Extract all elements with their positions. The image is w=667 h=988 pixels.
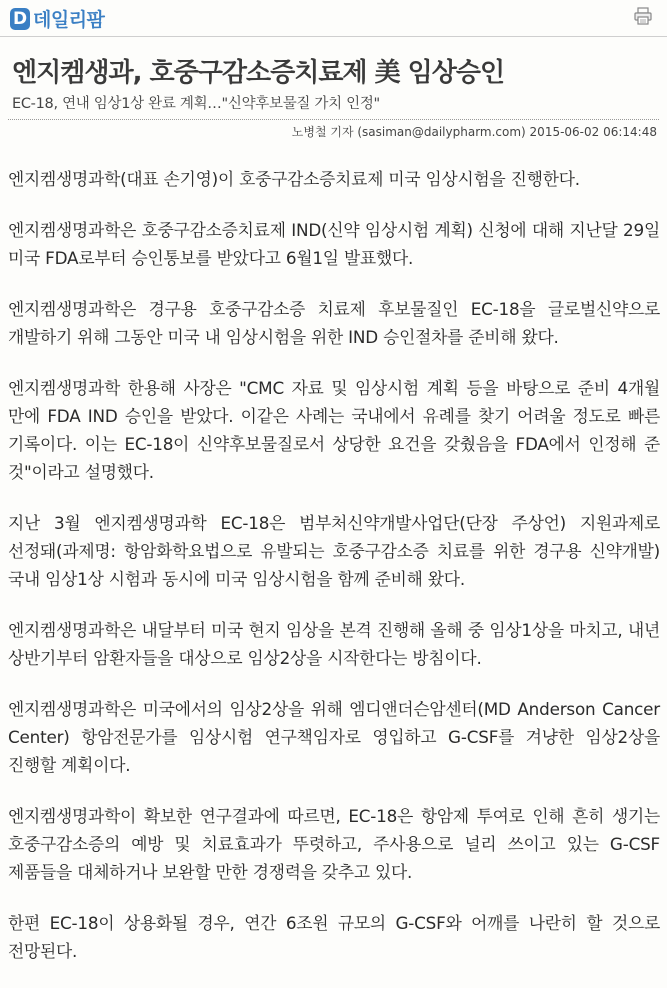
article-paragraph: 엔지켐생명과학은 경구용 호중구감소증 치료제 후보물질인 EC-18을 글로벌신약으로 개발하기 위해 그동안 미국 내 임상시험을 위한 IND 승인절차를 준비해 왔다. [8,299,660,347]
article-paragraph: 엔지켐생명과학 한용해 사장은 "CMC 자료 및 임상시험 계획 등을 바탕으로 준비 4개월 만에 FDA IND 승인을 받았다. 이같은 사례는 국내에서 유례를 찾기 어려울 정도로 빠른 기록이다. 이는 EC-18이 신약후보물질로서 상당한 요건을 갖췄음을 FDA에서 인정해 준 것"이라고 설명했다. [8,378,660,482]
article-paragraph: 엔지켐생명과학은 미국에서의 임상2상을 위해 엠디앤더슨암센터(MD Anderson Cancer Center) 항암전문가를 임상시험 연구책임자로 영입하고 G-CSF를 겨냥한 임상2상을 진행할 계획이다. [8,699,660,775]
printer-icon[interactable] [633,6,653,26]
logo-mark-icon: D [10,8,30,30]
logo-text: 데일리팜 [33,9,105,31]
article-byline: 노병철 기자 (sasiman@dailypharm.com) 2015-06-02 06:14:48 [291,125,657,139]
article-title: 엔지켐생과, 호중구감소증치료제 美 임상승인 [12,58,505,88]
byline-divider [8,119,659,120]
article-paragraph: 지난 3월 엔지켐생명과학 EC-18은 범부처신약개발사업단(단장 주상언) 지원과제로 선정돼(과제명: 항암화학요법으로 유발되는 호중구감소증 치료를 위한 경구용 신약개발) 국내 임상1상 시험과 동시에 미국 임상시험을 함께 준비해 왔다. [8,513,660,589]
site-header [0,0,667,36]
header-divider [0,36,667,37]
article-paragraph: 엔지켐생명과학은 내달부터 미국 현지 임상을 본격 진행해 올해 중 임상1상을 마치고, 내년 상반기부터 암환자들을 대상으로 임상2상을 시작한다는 방침이다. [8,620,660,668]
article-paragraph: 엔지켐생명과학(대표 손기영)이 호중구감소증치료제 미국 임상시험을 진행한다. [8,169,580,189]
article-paragraph: 한편 EC-18이 상용화될 경우, 연간 6조원 규모의 G-CSF와 어깨를 나란히 할 것으로 전망된다. [8,913,660,961]
article-subtitle: EC-18, 연내 임상1상 완료 계획…"신약후보물질 가치 인정" [12,96,380,112]
article-body [8,165,660,988]
article-paragraph: 엔지켐생명과학이 확보한 연구결과에 따르면, EC-18은 항암제 투여로 인해 흔히 생기는 호중구감소증의 예방 및 치료효과가 뚜렷하고, 주사용으로 널리 쓰이고 있는 G-CSF 제품들을 대체하거나 보완할 만한 경쟁력을 갖추고 있다. [8,806,660,882]
article-paragraph: 엔지켐생명과학은 호중구감소증치료제 IND(신약 임상시험 계획) 신청에 대해 지난달 29일 미국 FDA로부터 승인통보를 받았다고 6월1일 발표했다. [8,220,660,268]
site-logo[interactable] [10,5,104,32]
